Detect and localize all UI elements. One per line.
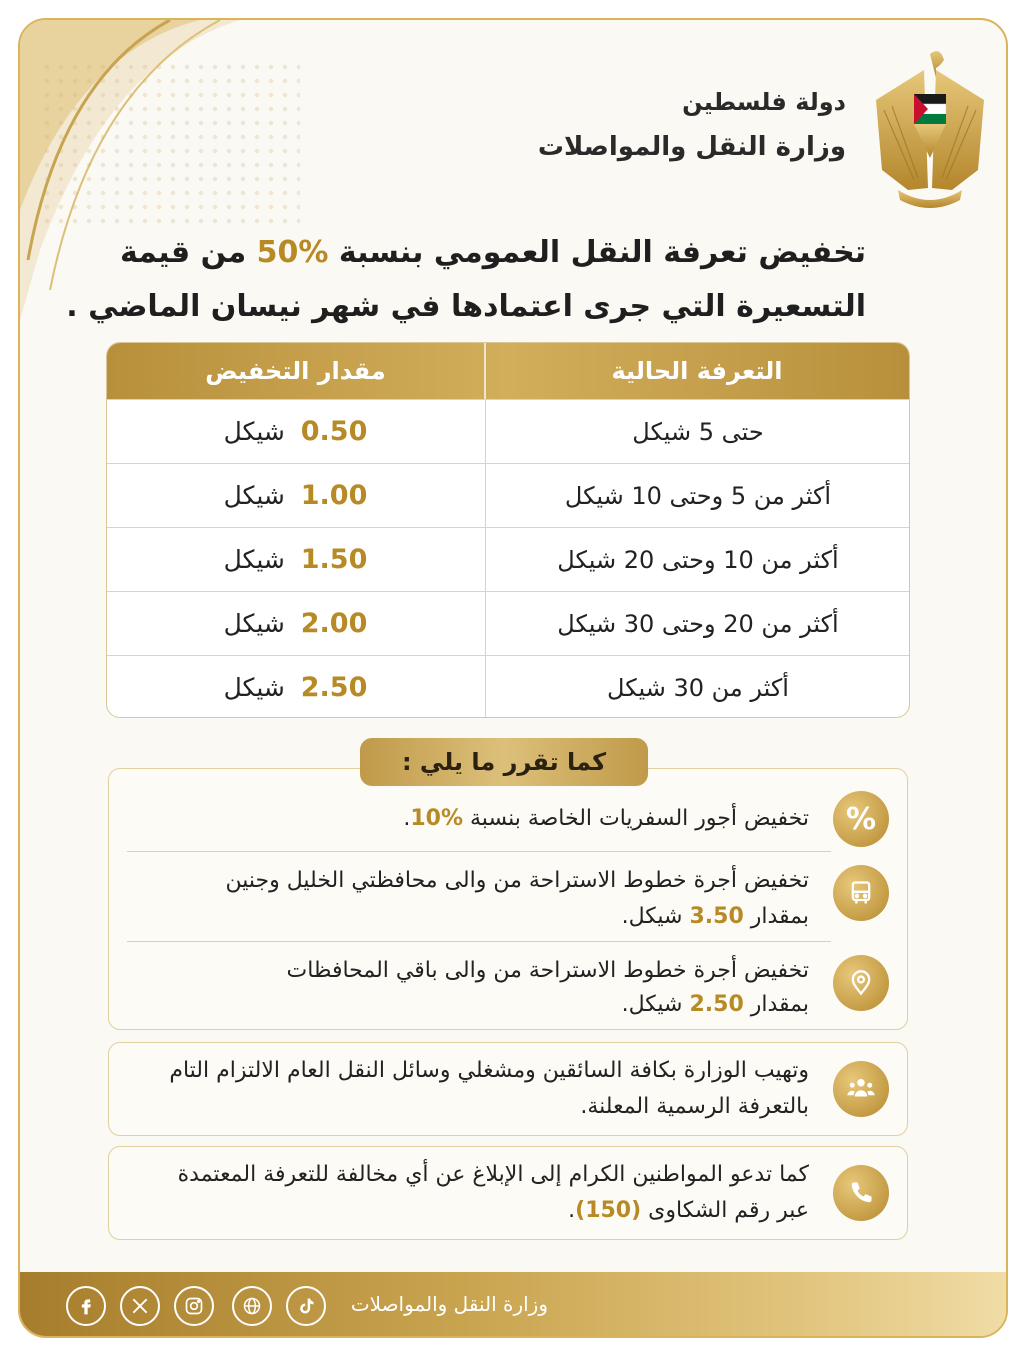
divider: [127, 851, 831, 852]
table-row: [107, 399, 909, 464]
complaints-box: [108, 1146, 908, 1240]
discount-cell: [107, 464, 484, 528]
discount-value: 2.50: [300, 672, 368, 703]
currency-label: شيكل: [223, 609, 285, 638]
footer-bar: [20, 1272, 1006, 1336]
phone-icon: [833, 1165, 889, 1221]
current-fare-cell: حتى 5 شيكل: [485, 400, 910, 464]
headline-line-2: التسعيرة التي جرى اعتمادها في شهر نيسان الماضي .: [66, 289, 866, 324]
state-name: دولة فلسطين: [682, 88, 846, 116]
notice-line-2: بالتعرفة الرسمية المعلنة.: [580, 1094, 809, 1119]
decision-item-1: تخفيض أجور السفريات الخاصة بنسبة 10%.: [403, 806, 809, 831]
complaints-number: (150): [575, 1198, 642, 1223]
table-row: [107, 527, 909, 592]
people-group-icon: [833, 1061, 889, 1117]
discount-value: 1.00: [300, 480, 368, 511]
discount-value: 0.50: [300, 416, 368, 447]
discount-value: 2.00: [300, 608, 368, 639]
table-row: [107, 591, 909, 656]
column-header-discount: مقدار التخفيض: [205, 357, 386, 385]
column-header-current: التعرفة الحالية: [611, 357, 783, 385]
headline-line-1: تخفيض تعرفة النقل العمومي بنسبة 50% من قيمة: [119, 235, 866, 270]
current-fare-cell: أكثر من 10 وحتى 20 شيكل: [485, 528, 910, 592]
table-row: [107, 463, 909, 528]
current-fare-cell: أكثر من 5 وحتى 10 شيكل: [485, 464, 910, 528]
instagram-icon[interactable]: [174, 1286, 214, 1326]
discount-cell: [107, 400, 484, 464]
discount-cell: [107, 592, 484, 656]
table-row: [107, 655, 909, 718]
decision-item-3-line-2: بمقدار 2.50 شيكل.: [621, 992, 809, 1017]
web-icon[interactable]: [232, 1286, 272, 1326]
currency-label: شيكل: [223, 673, 285, 702]
decisions-box: [108, 768, 908, 1030]
decision-item-2-line-1: تخفيض أجرة خطوط الاستراحة من والى محافظتي الخليل وجنين: [225, 868, 809, 893]
palestine-eagle-emblem: [868, 40, 992, 220]
discount-cell: [107, 656, 484, 718]
decision-item-3-line-1: تخفيض أجرة خطوط الاستراحة من والى باقي المحافظات: [286, 958, 809, 983]
announcement-card: [18, 18, 1008, 1338]
currency-label: شيكل: [223, 545, 285, 574]
currency-label: شيكل: [223, 417, 285, 446]
discount-cell: [107, 528, 484, 592]
notice-box: [108, 1042, 908, 1136]
location-pin-icon: [833, 955, 889, 1011]
ministry-name: وزارة النقل والمواصلات: [537, 132, 846, 162]
discount-value: 1.50: [300, 544, 368, 575]
notice-line-1: وتهيب الوزارة بكافة السائقين ومشغلي وسائل النقل العام الالتزام التام: [169, 1058, 809, 1083]
decorative-dots: [40, 60, 300, 230]
table-header: [107, 343, 909, 399]
decisions-title: كما تقرر ما يلي :: [360, 738, 648, 786]
divider: [127, 941, 831, 942]
complaints-line-1: كما تدعو المواطنين الكرام إلى الإبلاغ عن أي مخالفة للتعرفة المعتمدة: [177, 1162, 809, 1187]
tiktok-icon[interactable]: [286, 1286, 326, 1326]
currency-label: شيكل: [223, 481, 285, 510]
footer-ministry-label: وزارة النقل والمواصلات: [350, 1292, 548, 1316]
facebook-icon[interactable]: [66, 1286, 106, 1326]
headline-percent: 50%: [256, 235, 329, 270]
current-fare-cell: أكثر من 20 وحتى 30 شيكل: [485, 592, 910, 656]
percent-icon: %: [833, 791, 889, 847]
fare-discount-table: [106, 342, 910, 718]
current-fare-cell: أكثر من 30 شيكل: [485, 656, 910, 718]
complaints-line-2: عبر رقم الشكاوى (150).: [568, 1198, 809, 1223]
x-icon[interactable]: [120, 1286, 160, 1326]
decision-item-2-line-2: بمقدار 3.50 شيكل.: [621, 904, 809, 929]
bus-icon: [833, 865, 889, 921]
